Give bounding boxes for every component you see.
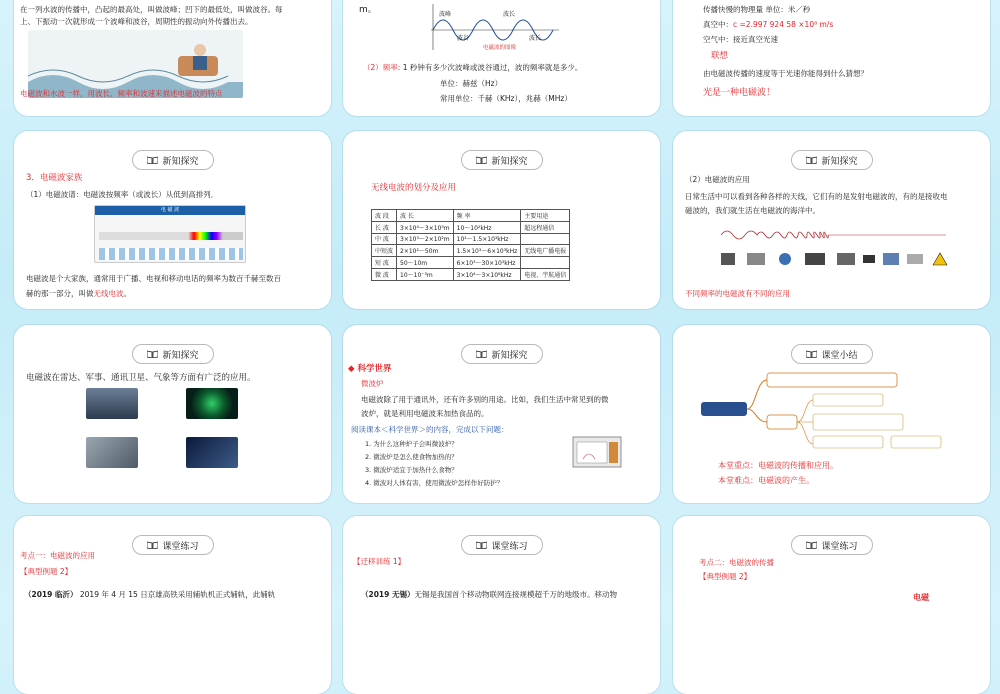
pill-label: 新知探究 xyxy=(491,350,528,361)
slide-thumbnail[interactable] xyxy=(14,131,331,309)
question-text: 由电磁波传播的速度等于光速你能得到什么猜想？ xyxy=(703,69,868,78)
section-pill xyxy=(460,535,542,555)
table-cell: 3×10⁴～3×10⁸kHz xyxy=(453,268,521,280)
body-text: 上、下振动一次就形成一个波峰和波谷，周期性的振动向外传播出去。 xyxy=(20,17,253,26)
table-cell: 超远程通信 xyxy=(521,221,570,233)
example-tag: 【典型例题 2】 xyxy=(699,572,752,581)
radio-band-table xyxy=(371,209,570,281)
question-item: 1. 为什么这种炉子会叫微波炉？ xyxy=(365,440,458,448)
section-heading: 无线电波的划分及应用 xyxy=(371,183,457,193)
exam-point: 考点二：电磁波的传播 xyxy=(699,558,774,567)
fighter-jet-photo xyxy=(86,437,138,468)
slide-thumbnail[interactable] xyxy=(343,516,660,694)
body-text: 电磁波在雷达、军事、通讯卫星、气象等方面有广泛的应用。 xyxy=(26,373,256,383)
book-icon xyxy=(146,541,157,549)
body-text: 电磁波是个大家族，通常用于广播、电视和移动电话的频率为数百千赫至数百 xyxy=(26,274,281,283)
book-icon xyxy=(805,541,816,549)
transfer-tag: 【迁移训练 1】 xyxy=(353,557,406,566)
em-application-chart xyxy=(721,223,951,273)
science-world-title: ◆ 科学世界 xyxy=(348,364,392,374)
book-icon xyxy=(805,156,816,164)
slide-thumbnail[interactable] xyxy=(343,0,660,116)
answer-tag: 电磁 xyxy=(913,593,929,602)
table-cell: 50～10m xyxy=(397,257,454,269)
body-text-line2 xyxy=(26,288,131,300)
question-text: 2019 年 4 月 15 日京雄高铁采用辅轨机正式辅轨，此辅轨 xyxy=(79,590,276,599)
question-item: 4. 微波对人体有害，使用微波炉怎样作好防护？ xyxy=(365,479,504,487)
microwave-subtitle: 微波炉 xyxy=(361,379,384,388)
table-cell: 中 波 xyxy=(372,233,397,245)
table-cell xyxy=(521,257,570,269)
table-cell: 1.5×10³～6×10³kHz xyxy=(453,245,521,257)
slide-thumbnail[interactable] xyxy=(673,131,990,309)
book-icon xyxy=(475,541,486,549)
table-cell: 3×10⁴～3×10³m xyxy=(397,221,454,233)
book-icon xyxy=(146,156,157,164)
pill-label: 课堂练习 xyxy=(162,541,199,552)
question-item: 2. 微波炉是怎么使食物加热的？ xyxy=(365,453,458,461)
satellite-photo xyxy=(186,437,238,468)
section-pill xyxy=(790,150,872,170)
body-text: m。 xyxy=(359,5,377,15)
slide-thumbnail[interactable] xyxy=(673,325,990,503)
body-text: 传播快慢的物理量 单位：米／秒 xyxy=(703,5,811,14)
section-heading: （2）电磁波的应用 xyxy=(685,175,750,184)
table-cell: 频 率 xyxy=(453,210,521,222)
slide-thumbnail[interactable] xyxy=(673,516,990,694)
table-row xyxy=(372,257,570,269)
answer-text: 光是一种电磁波！ xyxy=(703,88,776,98)
table-row xyxy=(372,210,570,222)
q2-label: （2）频率: xyxy=(363,63,401,72)
title-text: 科学世界 xyxy=(357,364,392,374)
spectrum-title: 电 磁 波 xyxy=(95,206,245,215)
table-cell: 长 波 xyxy=(372,221,397,233)
section-pill xyxy=(131,344,213,364)
question-text: 无锡是我国首个移动物联网连接规模超千万的地级市。移动物 xyxy=(414,590,617,599)
table-cell: 10²～1.5×10³kHz xyxy=(453,233,521,245)
table-cell: 无线电广播电报 xyxy=(521,245,570,257)
slide-thumbnail[interactable] xyxy=(343,325,660,503)
difficult-point: 本堂难点：电磁波的产生。 xyxy=(718,476,814,485)
vacuum-label: 真空中： xyxy=(703,20,733,29)
pill-label: 课堂练习 xyxy=(821,541,858,552)
table-cell: 6×10³～30×10³kHz xyxy=(453,257,521,269)
pill-label: 新知探究 xyxy=(491,156,528,167)
caption-red: 不同频率的电磁波有不同的应用 xyxy=(685,289,790,298)
reading-prompt: 阅读课本＜科学世界＞的内容，完成以下问题： xyxy=(351,425,509,434)
slide-thumbnail[interactable] xyxy=(14,0,331,116)
exam-point: 考点一：电磁波的应用 xyxy=(20,551,95,560)
table-cell: 10～10⁻³m xyxy=(397,268,454,280)
book-icon xyxy=(146,350,157,358)
question-line xyxy=(361,589,617,601)
speed-of-light: c =2.997 924 58 ×10⁸ m/s xyxy=(733,20,834,29)
slide-thumbnail[interactable] xyxy=(14,516,331,694)
assoc-heading: 联想 xyxy=(711,51,729,61)
pill-label: 课堂小结 xyxy=(821,350,858,361)
em-spectrum-chart xyxy=(94,205,246,263)
radio-wave-term: 无线电波 xyxy=(93,289,124,298)
radar-screen-photo xyxy=(186,388,238,419)
table-cell xyxy=(521,233,570,245)
air-text: 空气中：接近真空光速 xyxy=(703,35,778,44)
table-cell: 主要用途 xyxy=(521,210,570,222)
diagram-caption: 电磁波的图像 xyxy=(483,45,517,51)
unit-text: 单位：赫兹（Hz） xyxy=(440,79,503,88)
mind-map xyxy=(701,370,951,452)
book-icon xyxy=(805,350,816,358)
body-text: 波炉，就是利用电磁波来加热食品的。 xyxy=(361,409,489,418)
pill-label: 课堂练习 xyxy=(491,541,528,552)
body-text: 电磁波除了用于通讯外，还有许多别的用途。比如，我们生活中常见到的微 xyxy=(361,395,609,404)
question-item: 3. 微波炉适宜于加热什么食物？ xyxy=(365,466,458,474)
table-row xyxy=(372,245,570,257)
slide-thumbnail[interactable] xyxy=(343,131,660,309)
table-cell: 2×10²～50m xyxy=(397,245,454,257)
section-pill xyxy=(460,150,542,170)
table-cell: 电视、宇航通信 xyxy=(521,268,570,280)
label-wavelength: 波长 xyxy=(529,35,542,42)
pill-label: 新知探究 xyxy=(162,156,199,167)
book-icon xyxy=(475,350,486,358)
body-text: 在一列水波的传播中，凸起的最高处，叫做波峰；凹下的最低处，叫做波谷。每 xyxy=(20,5,283,14)
q2-text: 1 秒钟有多少次波峰或波谷通过，波的频率就是多少。 xyxy=(402,63,583,72)
para2-prefix: 赫的那一部分，叫做 xyxy=(26,289,94,298)
table-cell: 3×10³～2×10²m xyxy=(397,233,454,245)
table-row xyxy=(372,221,570,233)
common-unit-text: 常用单位：千赫（KHz），兆赫（MHz） xyxy=(440,94,572,103)
question-source: （2019 无锡） xyxy=(361,590,415,599)
table-row xyxy=(372,268,570,280)
pill-label: 新知探究 xyxy=(162,350,199,361)
table-cell: 波 长 xyxy=(397,210,454,222)
pill-label: 新知探究 xyxy=(821,156,858,167)
radar-photo xyxy=(86,388,138,419)
body-text: 磁波的，我们就生活在电磁波的海洋中。 xyxy=(685,206,820,215)
book-icon xyxy=(475,156,486,164)
microwave-oven-diagram xyxy=(569,429,629,473)
table-cell: 短 波 xyxy=(372,257,397,269)
frequency-line xyxy=(363,62,582,74)
table-row xyxy=(372,233,570,245)
body-text: 日常生活中可以看到各种各样的天线，它们有的是发射电磁波的，有的是接收电 xyxy=(685,192,948,201)
slide-thumbnail[interactable] xyxy=(673,0,990,116)
para2-suffix: 。 xyxy=(123,289,131,298)
table-cell: 10～10²kHz xyxy=(453,221,521,233)
slide-thumbnail[interactable] xyxy=(14,325,331,503)
label-crest: 波峰 xyxy=(439,11,452,18)
section-heading: 3．电磁波家族 xyxy=(26,173,83,183)
spectrum-bar xyxy=(99,232,243,240)
example-tag: 【典型例题 2】 xyxy=(20,567,73,576)
section-pill xyxy=(131,535,213,555)
question-source: （2019 临沂） xyxy=(24,590,78,599)
section-pill xyxy=(131,150,213,170)
caption-red: 电磁波和水波一样，用波长、频率和波速来描述电磁波的特点 xyxy=(20,89,223,98)
section-pill xyxy=(460,344,542,364)
key-point: 本堂重点：电磁波的传播和应用。 xyxy=(718,461,838,470)
table-cell: 微 波 xyxy=(372,268,397,280)
question-line xyxy=(24,589,275,601)
table-cell: 波 段 xyxy=(372,210,397,222)
sub-text: （1）电磁波谱：电磁波按频率（或波长）从低到高排列． xyxy=(26,190,219,199)
label-trough: 波谷 xyxy=(457,35,470,42)
label-wavelength: 波长 xyxy=(503,11,516,18)
section-pill xyxy=(790,344,872,364)
spectrum-icons xyxy=(99,248,243,260)
table-cell: 中短波 xyxy=(372,245,397,257)
section-pill xyxy=(790,535,872,555)
vacuum-line xyxy=(703,19,833,31)
